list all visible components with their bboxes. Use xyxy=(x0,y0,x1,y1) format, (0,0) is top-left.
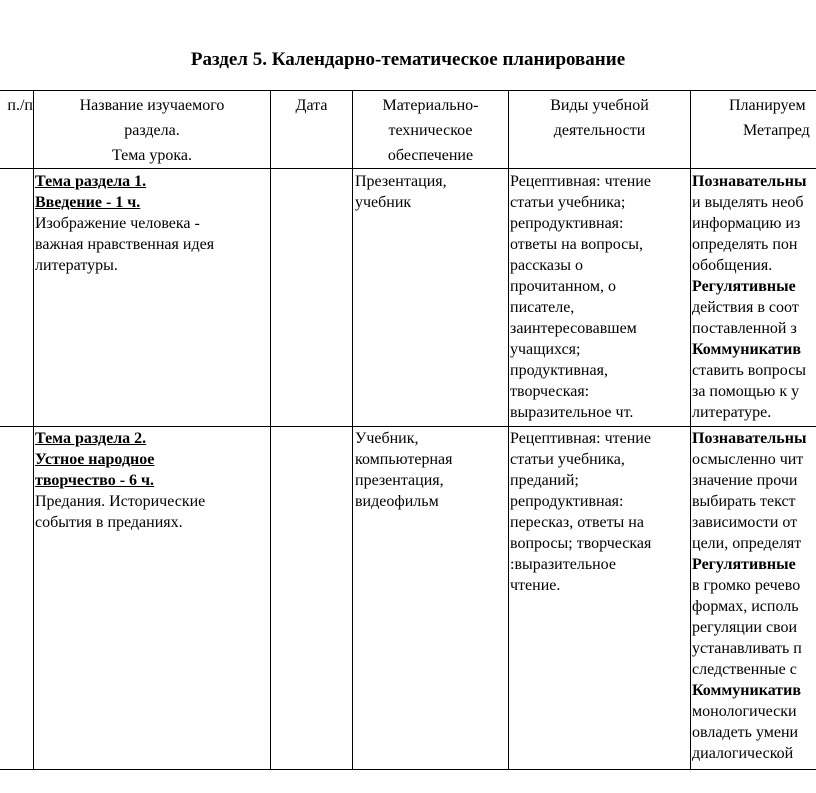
row-2-planned-line-9: формах, исполь xyxy=(692,598,799,615)
row-1-material-cell xyxy=(355,171,507,213)
row-1-planned-line-3: информацию из xyxy=(692,215,801,232)
row-1-material-line-1: Презентация, xyxy=(355,173,447,190)
header-activity-line-1: Виды учебной xyxy=(550,97,649,114)
row-1-planned-line-1: Познавательны xyxy=(692,173,807,190)
row-2-activity-line-5: пересказ, ответы на xyxy=(510,514,644,531)
row-2-material-line-4: видеофильм xyxy=(355,493,439,510)
row-2-material-cell xyxy=(355,428,507,512)
row-1-topic-line-1: Тема раздела 1. xyxy=(35,173,147,190)
row-1-planned-line-7: действия в соот xyxy=(692,299,799,316)
row-2-material-line-2: компьютерная xyxy=(355,451,453,468)
col-border-2 xyxy=(270,90,271,770)
table-top-border xyxy=(0,90,816,91)
header-bottom-border xyxy=(0,168,816,169)
row-1-planned-line-4: определять пон xyxy=(692,236,798,253)
row-2-planned-line-14: монологически xyxy=(692,703,797,720)
row-2-planned-line-2: осмысленно чит xyxy=(692,451,804,468)
row-1-activity-line-9: учащихся; xyxy=(510,341,581,358)
header-material-line-2: техническое xyxy=(388,122,473,139)
col-border-3 xyxy=(352,90,353,770)
row-1-activity-line-8: заинтересовавшем xyxy=(510,320,637,337)
header-section-name xyxy=(34,93,270,168)
row-1-lesson-line-3: литературы. xyxy=(35,257,118,274)
row-2-activity-line-6: вопросы; творческая xyxy=(510,535,652,552)
row-1-activity-line-1: Рецептивная: чтение xyxy=(510,173,651,190)
row-2-lesson-line-1: Предания. Исторические xyxy=(35,493,206,510)
row-2-planned-line-13: Коммуникатив xyxy=(692,682,802,699)
row-2-activity-cell xyxy=(510,428,689,596)
row-2-planned-line-10: регуляции свои xyxy=(692,619,798,636)
row-2-planned-line-5: зависимости от xyxy=(692,514,798,531)
header-name-line-2: раздела. xyxy=(124,122,180,139)
row-2-activity-line-1: Рецептивная: чтение xyxy=(510,430,651,447)
row-2-planned-line-3: значение прочи xyxy=(692,472,798,489)
header-activity-line-2: деятельности xyxy=(553,122,646,139)
row-2-topic-line-2: Устное народное xyxy=(35,451,155,468)
row-1-activity-line-10: продуктивная, xyxy=(510,362,608,379)
row-2-planned-line-4: выбирать текст xyxy=(692,493,796,510)
row-1-activity-line-7: писателе, xyxy=(510,299,575,316)
header-activity xyxy=(509,93,690,143)
header-number-text: п./п xyxy=(7,97,33,114)
row-1-activity-line-4: ответы на вопросы, xyxy=(510,236,644,253)
row-1-planned-line-2: и выделять необ xyxy=(692,194,804,211)
row-2-material-line-1: Учебник, xyxy=(355,430,419,447)
row-2-planned-cell xyxy=(692,428,816,764)
row-1-activity-line-11: творческая: xyxy=(510,383,590,400)
row-2-lesson-line-2: события в преданиях. xyxy=(35,514,183,531)
row-1-activity-line-2: статьи учебника; xyxy=(510,194,626,211)
row-1-activity-line-6: прочитанном, о xyxy=(510,278,616,295)
row-1-bottom-border xyxy=(0,426,816,427)
row-2-section-cell xyxy=(35,428,269,533)
row-2-topic-line-3: творчество - 6 ч. xyxy=(35,472,155,489)
row-2-activity-line-2: статьи учебника, xyxy=(510,451,625,468)
row-1-planned-line-10: ставить вопросы xyxy=(692,362,807,379)
header-material xyxy=(353,93,508,168)
row-1-lesson-line-2: важная нравственная идея xyxy=(35,236,215,253)
header-material-line-1: Материально- xyxy=(382,97,479,114)
header-material-line-3: обеспечение xyxy=(387,147,474,164)
header-name-line-1: Название изучаемого xyxy=(79,97,225,114)
header-date-text: Дата xyxy=(295,97,328,114)
row-2-planned-line-16: диалогической xyxy=(692,745,794,762)
row-2-activity-line-3: преданий; xyxy=(510,472,579,489)
header-planned-line-1: Планируем xyxy=(729,97,806,114)
col-border-5 xyxy=(690,90,691,770)
header-planned xyxy=(691,93,816,143)
row-1-topic-line-2: Введение - 1 ч. xyxy=(35,194,141,211)
table-bottom-border xyxy=(0,769,816,770)
row-1-activity-line-12: выразительное чт. xyxy=(510,404,634,421)
col-border-1 xyxy=(33,90,34,770)
row-1-planned-cell xyxy=(692,171,816,423)
row-2-planned-line-1: Познавательны xyxy=(692,430,807,447)
row-2-planned-line-7: Регулятивные xyxy=(692,556,796,573)
row-2-planned-line-15: овладеть умени xyxy=(692,724,799,741)
row-1-section-cell xyxy=(35,171,269,276)
row-2-topic-line-1: Тема раздела 2. xyxy=(35,430,147,447)
header-planned-line-2: Метапред xyxy=(743,122,810,139)
header-name-line-3: Тема урока. xyxy=(111,147,192,164)
row-1-planned-line-8: поставленной з xyxy=(692,320,797,337)
row-1-material-line-2: учебник xyxy=(355,194,412,211)
row-1-activity-line-5: рассказы о xyxy=(510,257,584,274)
row-2-activity-line-4: репродуктивная: xyxy=(510,493,624,510)
row-2-planned-line-11: устанавливать п xyxy=(692,640,802,657)
row-1-planned-line-9: Коммуникатив xyxy=(692,341,802,358)
page-title: Раздел 5. Календарно-тематическое планирование xyxy=(190,49,626,70)
row-1-lesson-line-1: Изображение человека - xyxy=(35,215,200,232)
row-2-material-line-3: презентация, xyxy=(355,472,444,489)
col-border-4 xyxy=(508,90,509,770)
row-2-activity-line-7: :выразительное xyxy=(510,556,616,573)
row-1-planned-line-12: литературе. xyxy=(692,404,772,421)
header-date xyxy=(271,93,352,118)
row-2-planned-line-12: следственные с xyxy=(692,661,797,678)
row-2-planned-line-8: в громко речево xyxy=(692,577,801,594)
header-number xyxy=(0,93,33,118)
row-2-activity-line-8: чтение. xyxy=(510,577,561,594)
row-1-planned-line-5: обобщения. xyxy=(692,257,773,274)
row-1-planned-line-6: Регулятивные xyxy=(692,278,796,295)
row-1-activity-cell xyxy=(510,171,689,423)
row-1-activity-line-3: репродуктивная: xyxy=(510,215,624,232)
row-1-planned-line-11: за помощью к у xyxy=(692,383,800,400)
row-2-planned-line-6: цели, определят xyxy=(692,535,802,552)
